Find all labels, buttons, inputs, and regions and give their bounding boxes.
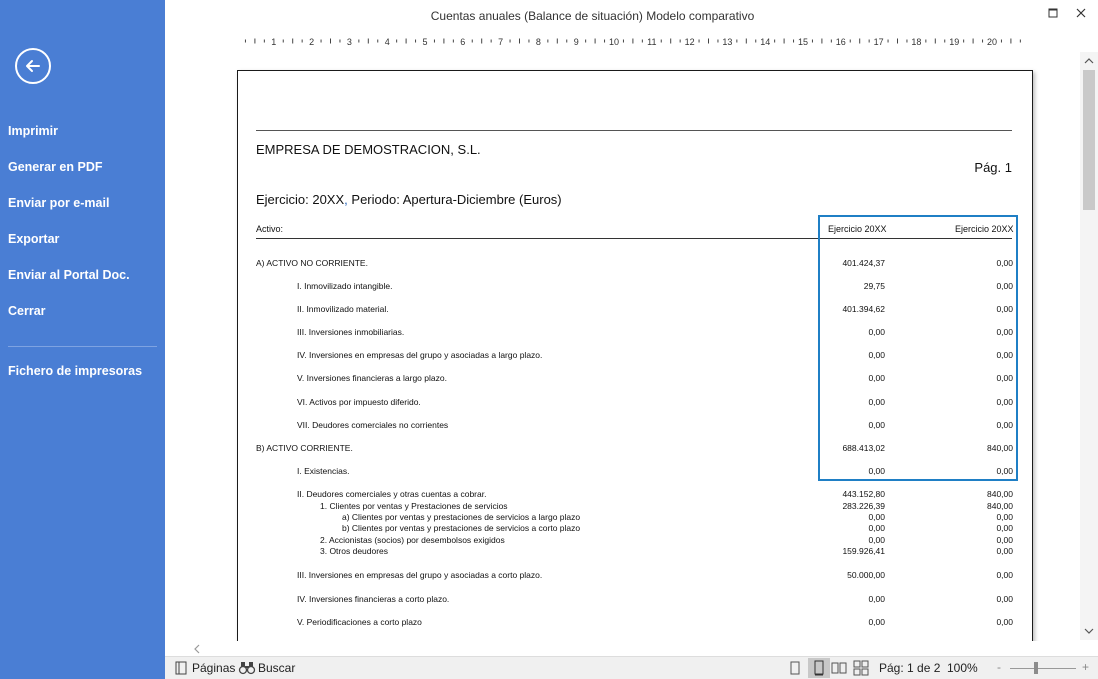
row-value-previous: 840,00 bbox=[987, 501, 1013, 511]
preview-area[interactable] bbox=[165, 52, 1080, 642]
sidebar bbox=[0, 0, 165, 679]
report-row bbox=[238, 617, 1034, 628]
row-value-current: 401.424,37 bbox=[842, 258, 885, 268]
back-arrow-icon bbox=[24, 57, 42, 75]
period-separator: , bbox=[344, 192, 348, 207]
horizontal-ruler bbox=[236, 34, 1036, 48]
row-value-current: 443.152,80 bbox=[842, 489, 885, 499]
report-row bbox=[238, 594, 1034, 605]
row-value-previous: 0,00 bbox=[996, 535, 1013, 545]
ruler-label: 8 bbox=[535, 37, 541, 47]
ruler-label: 12 bbox=[684, 37, 695, 47]
chevron-down-icon bbox=[1080, 624, 1098, 638]
zoom-slider-thumb[interactable] bbox=[1034, 662, 1038, 674]
zoom-level: 100% bbox=[947, 661, 978, 675]
row-label: II. Deudores comerciales y otras cuentas a cobrar. bbox=[297, 489, 487, 499]
row-label: V. Inversiones financieras a largo plazo. bbox=[297, 373, 447, 383]
report-row bbox=[238, 570, 1034, 581]
scroll-thumb[interactable] bbox=[1083, 70, 1095, 210]
row-label: VI. Activos por impuesto diferido. bbox=[297, 397, 421, 407]
row-value-previous: 0,00 bbox=[996, 512, 1013, 522]
ruler-label: 15 bbox=[797, 37, 809, 47]
ruler-label: 9 bbox=[573, 37, 579, 47]
company-name: EMPRESA DE DEMOSTRACION, S.L. bbox=[256, 142, 481, 157]
top-rule bbox=[256, 130, 1012, 131]
zoom-out-button[interactable]: - bbox=[997, 660, 1001, 674]
column-highlight-box bbox=[818, 215, 1018, 481]
row-value-current: 0,00 bbox=[868, 397, 885, 407]
row-label: 1. Clientes por ventas y Prestaciones de servicios bbox=[320, 501, 508, 511]
report-row bbox=[238, 546, 1034, 557]
row-value-previous: 0,00 bbox=[996, 373, 1013, 383]
ruler-label: 4 bbox=[384, 37, 390, 47]
row-value-previous: 0,00 bbox=[996, 281, 1013, 291]
row-value-previous: 0,00 bbox=[996, 617, 1013, 627]
row-value-current: 0,00 bbox=[868, 373, 885, 383]
scroll-up-button[interactable] bbox=[1080, 54, 1098, 68]
row-value-previous: 0,00 bbox=[996, 570, 1013, 580]
row-value-previous: 840,00 bbox=[987, 489, 1013, 499]
sidebar-item-exportar[interactable]: Exportar bbox=[8, 232, 60, 246]
row-value-previous: 0,00 bbox=[996, 420, 1013, 430]
row-value-current: 401.394,62 bbox=[842, 304, 885, 314]
ruler-label: 3 bbox=[346, 37, 352, 47]
status-bar bbox=[165, 656, 1098, 679]
report-row bbox=[238, 535, 1034, 546]
row-value-previous: 0,00 bbox=[996, 350, 1013, 360]
row-label: a) Clientes por ventas y prestaciones de servicios a largo plazo bbox=[342, 512, 581, 522]
ruler-label: 2 bbox=[309, 37, 315, 47]
pages-icon[interactable] bbox=[173, 660, 189, 676]
row-value-previous: 0,00 bbox=[996, 304, 1013, 314]
maximize-button[interactable] bbox=[1043, 5, 1063, 23]
row-value-previous: 0,00 bbox=[996, 397, 1013, 407]
period-line bbox=[256, 192, 562, 207]
pages-button[interactable]: Páginas bbox=[192, 661, 236, 675]
row-value-current: 0,00 bbox=[868, 594, 885, 604]
sidebar-item-cerrar[interactable]: Cerrar bbox=[8, 304, 46, 318]
sidebar-item-imprimir[interactable]: Imprimir bbox=[8, 124, 59, 138]
report-row bbox=[238, 512, 1034, 523]
search-button[interactable]: Buscar bbox=[258, 661, 296, 675]
row-value-current: 688.413,02 bbox=[842, 443, 885, 453]
title-bar bbox=[165, 0, 1098, 30]
close-button[interactable] bbox=[1071, 5, 1091, 23]
row-value-current: 0,00 bbox=[868, 466, 885, 476]
row-label: b) Clientes por ventas y prestaciones de servicios a corto plazo bbox=[342, 523, 581, 533]
two-page-view-icon[interactable] bbox=[831, 660, 847, 676]
ruler-label: 1 bbox=[271, 37, 277, 47]
page-width-view-icon[interactable] bbox=[808, 658, 830, 678]
zoom-slider-track[interactable] bbox=[1010, 668, 1076, 669]
row-value-previous: 0,00 bbox=[996, 327, 1013, 337]
row-value-current: 0,00 bbox=[868, 512, 885, 522]
window-title: Cuentas anuales (Balance de situación) Modelo comparativo bbox=[430, 9, 755, 23]
row-label: IV. Inversiones financieras a corto plazo. bbox=[297, 594, 450, 604]
horizontal-scrollbar[interactable] bbox=[165, 641, 1080, 655]
chevron-left-icon bbox=[190, 643, 204, 655]
ruler-label: 20 bbox=[986, 37, 998, 47]
ruler-label: 17 bbox=[873, 37, 884, 47]
row-label: 3. Otros deudores bbox=[320, 546, 389, 556]
row-value-current: 0,00 bbox=[868, 617, 885, 627]
row-value-current: 0,00 bbox=[868, 420, 885, 430]
period-rest: Periodo: Apertura-Diciembre (Euros) bbox=[347, 192, 562, 207]
row-label: I. Existencias. bbox=[297, 466, 350, 476]
zoom-in-button[interactable]: + bbox=[1082, 660, 1090, 674]
row-value-current: 0,00 bbox=[868, 350, 885, 360]
report-row bbox=[238, 523, 1034, 534]
page-indicator: Pág: 1 de 2 bbox=[879, 661, 941, 675]
report-row bbox=[238, 489, 1034, 500]
row-value-previous: 0,00 bbox=[996, 546, 1013, 556]
report-row bbox=[238, 501, 1034, 512]
row-label: A) ACTIVO NO CORRIENTE. bbox=[256, 258, 368, 268]
row-label: IV. Inversiones en empresas del grupo y asociadas a largo plazo. bbox=[297, 350, 543, 360]
page-number: Pág. 1 bbox=[974, 160, 1012, 175]
ruler-label: 11 bbox=[647, 37, 657, 47]
ruler-label: 13 bbox=[722, 37, 733, 47]
row-label: B) ACTIVO CORRIENTE. bbox=[256, 443, 353, 453]
maximize-icon bbox=[1043, 5, 1063, 23]
report-page bbox=[237, 70, 1033, 642]
scroll-left-button[interactable] bbox=[190, 642, 204, 654]
ruler-label: 10 bbox=[608, 37, 620, 47]
binoculars-icon[interactable] bbox=[238, 660, 254, 676]
row-value-previous: 0,00 bbox=[996, 523, 1013, 533]
row-label: VII. Deudores comerciales no corrientes bbox=[297, 420, 449, 430]
close-icon bbox=[1071, 5, 1091, 23]
ruler-label: 14 bbox=[760, 37, 771, 47]
column-label-activo: Activo: bbox=[256, 224, 284, 234]
single-page-view-icon[interactable] bbox=[787, 660, 803, 676]
ruler-label: 18 bbox=[911, 37, 922, 47]
sidebar-divider bbox=[8, 346, 157, 347]
row-value-current: 159.926,41 bbox=[842, 546, 885, 556]
sidebar-item-enviar-portal[interactable]: Enviar al Portal Doc. bbox=[8, 268, 130, 282]
chevron-up-icon bbox=[1080, 54, 1098, 68]
row-value-current: 0,00 bbox=[868, 535, 885, 545]
row-value-current: 0,00 bbox=[868, 327, 885, 337]
back-button[interactable] bbox=[15, 48, 51, 84]
ruler-label: 16 bbox=[835, 37, 846, 47]
row-value-previous: 0,00 bbox=[996, 258, 1013, 268]
row-value-current: 0,00 bbox=[868, 523, 885, 533]
sidebar-item-fichero-impresoras[interactable]: Fichero de impresoras bbox=[8, 364, 143, 378]
row-value-current: 29,75 bbox=[863, 281, 885, 291]
row-label: I. Inmovilizado intangible. bbox=[297, 281, 393, 291]
period-prefix: Ejercicio: 20XX bbox=[256, 192, 345, 207]
sidebar-item-generar-pdf[interactable]: Generar en PDF bbox=[8, 160, 103, 174]
row-value-previous: 0,00 bbox=[996, 594, 1013, 604]
row-label: III. Inversiones en empresas del grupo y asociadas a corto plazo. bbox=[297, 570, 543, 580]
row-value-previous: 0,00 bbox=[996, 466, 1013, 476]
ruler-label: 6 bbox=[460, 37, 466, 47]
column-header-1: Ejercicio 20XX bbox=[828, 224, 887, 234]
scroll-down-button[interactable] bbox=[1080, 624, 1098, 638]
row-value-current: 50.000,00 bbox=[847, 570, 885, 580]
row-label: 2. Accionistas (socios) por desembolsos exigidos bbox=[320, 535, 505, 545]
row-value-current: 283.226,39 bbox=[842, 501, 885, 511]
row-label: V. Periodificaciones a corto plazo bbox=[297, 617, 422, 627]
ruler-label: 5 bbox=[422, 37, 428, 47]
column-header-2: Ejercicio 20XX bbox=[955, 224, 1014, 234]
sidebar-item-enviar-email[interactable]: Enviar por e-mail bbox=[8, 196, 110, 210]
row-value-previous: 840,00 bbox=[987, 443, 1013, 453]
multi-page-view-icon[interactable] bbox=[853, 660, 869, 676]
ruler-label: 7 bbox=[498, 37, 504, 47]
ruler-label: 19 bbox=[949, 37, 960, 47]
row-label: II. Inmovilizado material. bbox=[297, 304, 389, 314]
row-label: III. Inversiones inmobiliarias. bbox=[297, 327, 405, 337]
